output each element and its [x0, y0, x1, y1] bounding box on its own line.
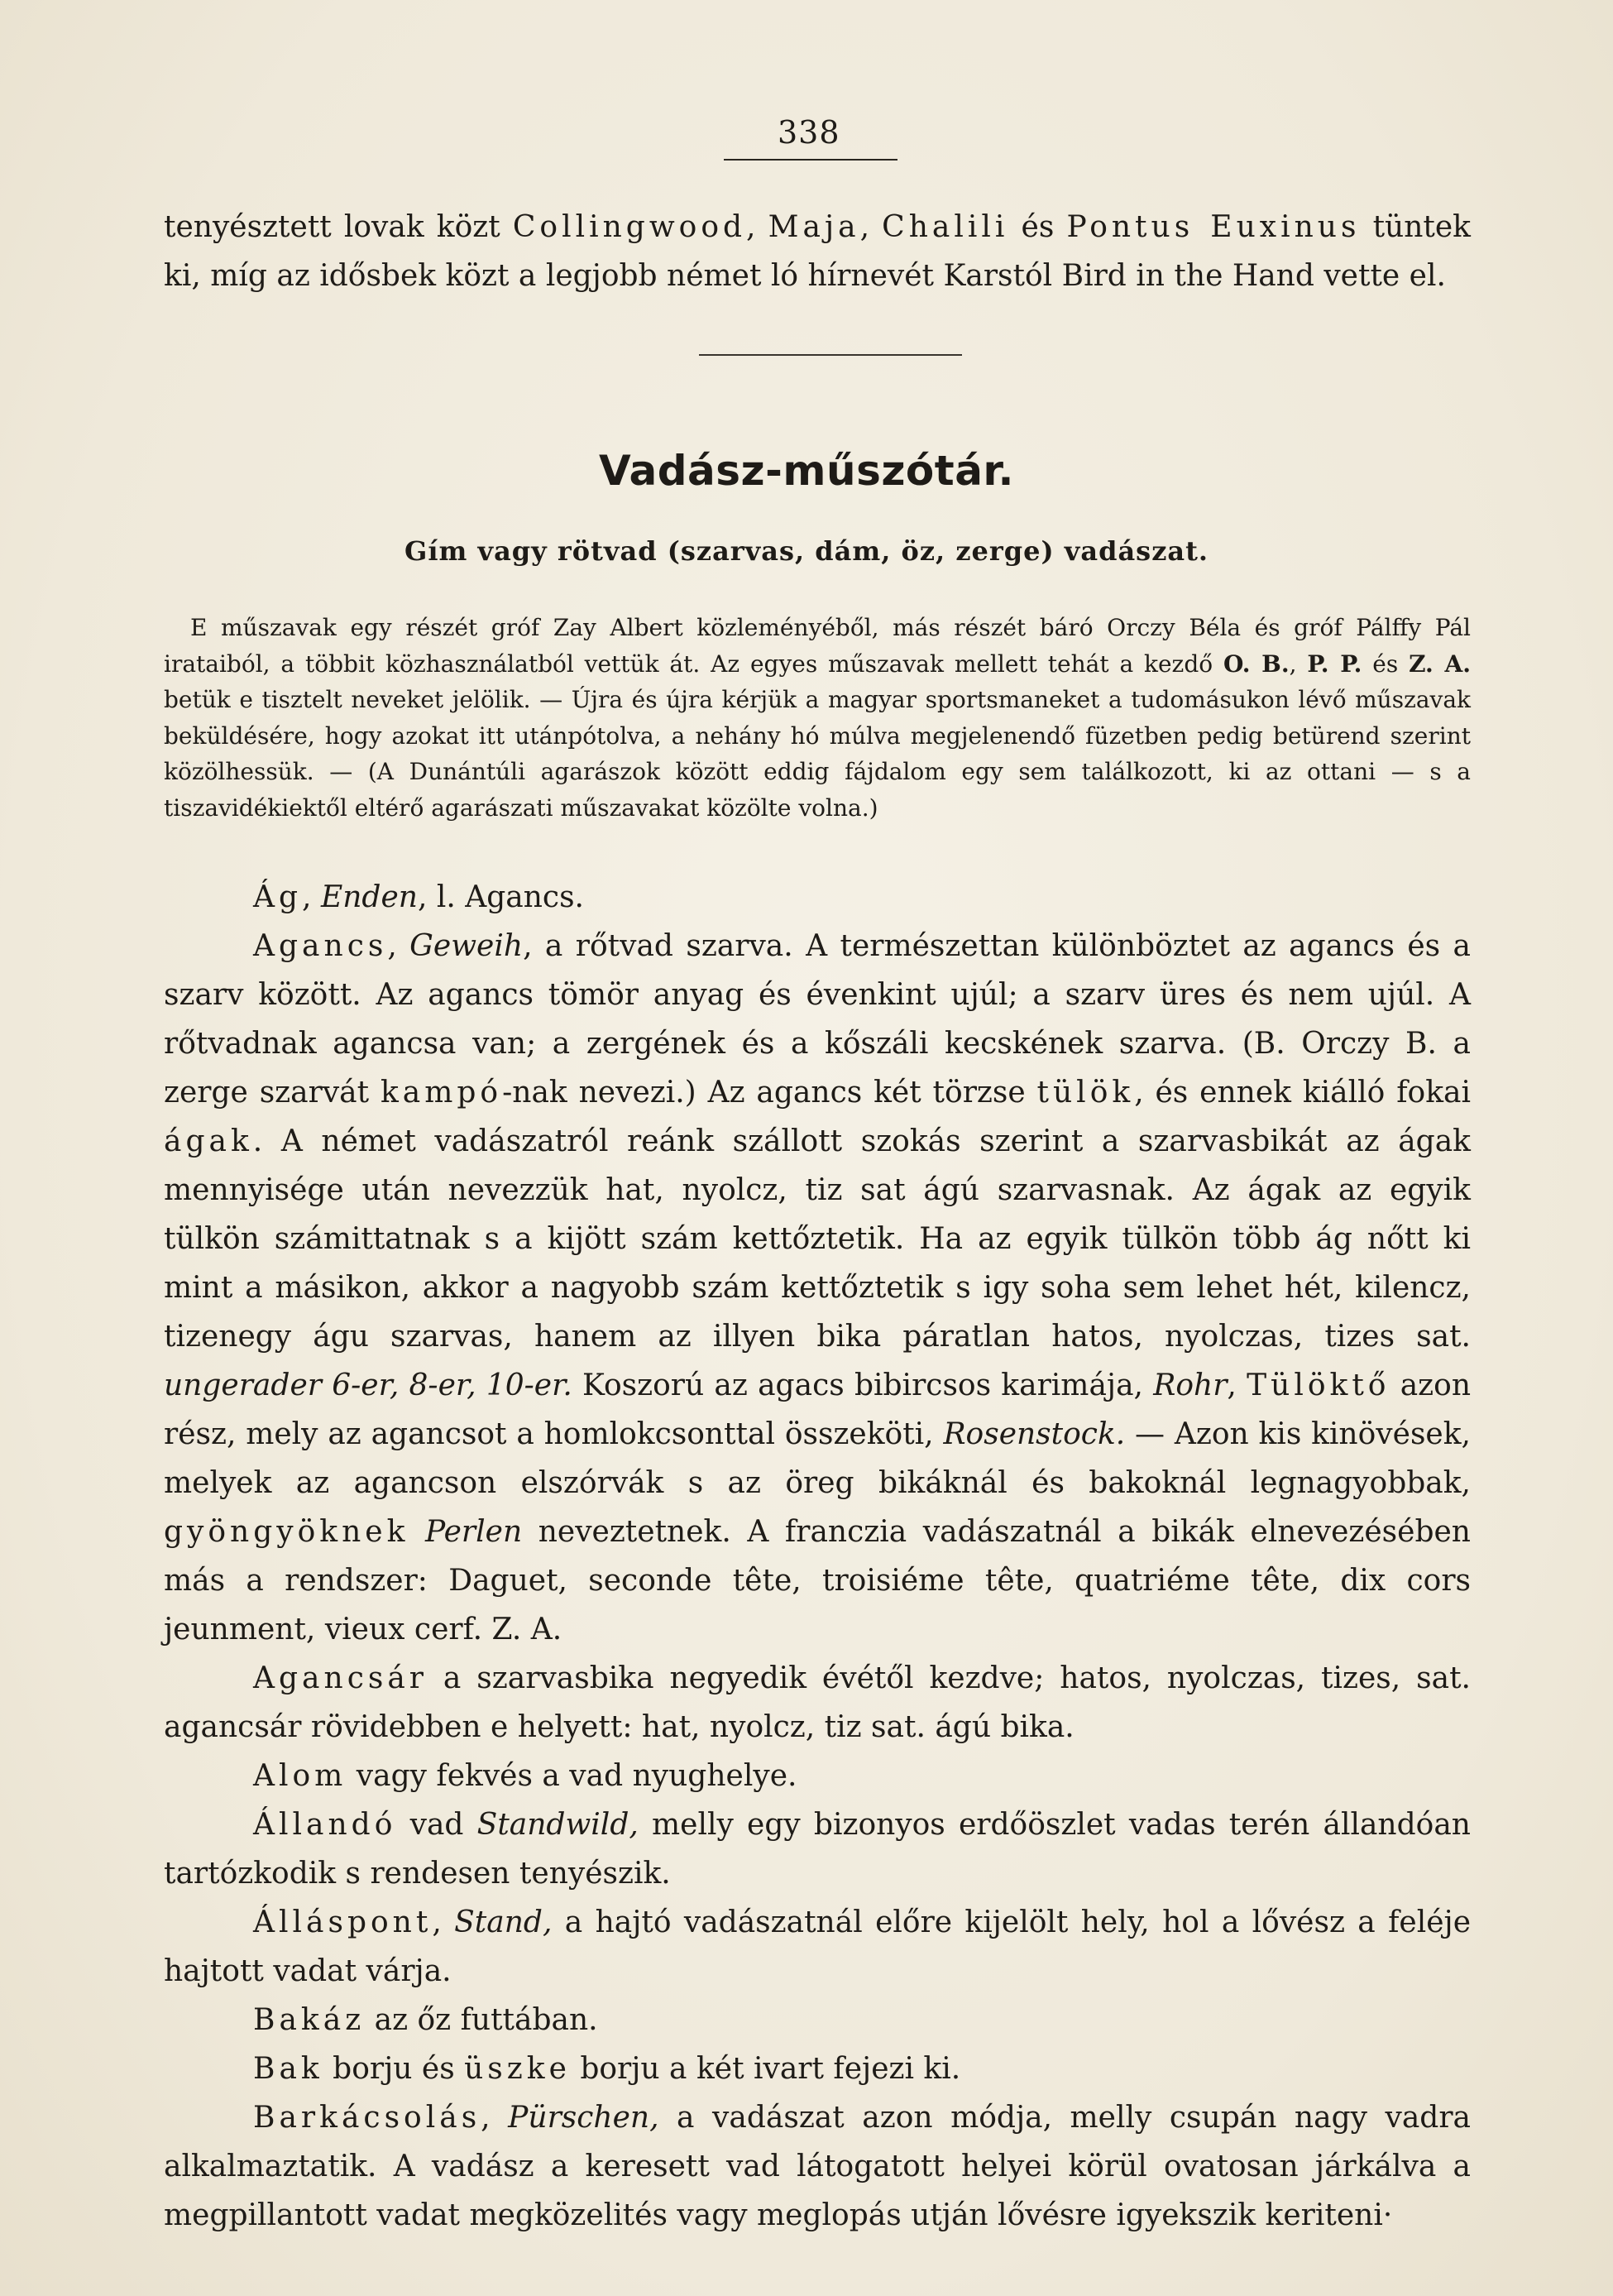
note-text: E műszavak egy részét gróf Zay Albert közleményéből, más részét báró Orczy Béla és gróf Pálffy Pál irataiból, a többit közhasználatból vettük át. Az egyes műszavak mellett tehát a kezdő [164, 614, 1471, 678]
entry-text: a hajtó vadászatnál előre kijelölt hely, hol a lővész a feléje hajtott vadat várja. [164, 1905, 1471, 1988]
horse-name: Maja [768, 210, 860, 244]
intro-text: , [859, 210, 883, 244]
editorial-note [164, 610, 1471, 826]
intro-text: tenyésztett lovak közt [164, 210, 513, 244]
section-subtitle: Gím vagy rötvad (szarvas, dám, öz, zerge) vadászat. [404, 535, 1209, 567]
section-separator [699, 354, 962, 356]
entry-text: , [302, 880, 321, 914]
spaced-term: gyöngyöknek [164, 1515, 409, 1549]
entry-bak-borju [164, 2044, 1471, 2093]
entry-term: Bakáz [253, 2003, 366, 2037]
horse-name: Collingwood [512, 210, 747, 244]
entry-text: . A német vadászatról reánk szállott szokás szerint a szarvasbikát az ágak mennyisége után nevezzük hat, nyolcz, tiz sat ágú szarvasnak. Az ágak az egyik tülkön számittatnak s a kijött szám kettőztetik. Ha az egyik tülkön több ág nőtt ki mint a másikon, akkor a nagyobb szám kettőztetik s igy soha sem lehet hét, kilencz, tizenegy águ szarvas, hanem az illyen bika páratlan hatos, nyolczas, tizes sat. [164, 1124, 1471, 1354]
entry-agancsar [164, 1654, 1471, 1752]
entry-text: neveztetnek. A franczia vadászatnál a bikák elnevezésében más a rendszer: Daguet, seconde tête, troisiéme tête, quatriéme tête, dix cors jeunment, vieux cerf. Z. A. [164, 1515, 1471, 1647]
intro-text: és [1008, 210, 1067, 244]
note-text: betük e tisztelt neveket jelölik. — Újra és újra kérjük a magyar sportsmaneket a tudomásukon lévő műszavak beküldésére, hogy azokat itt utánpótolva, a nehány hó múlva megjelenendő füzetben pedig betürend szerint közölhessük. — (A Dunántúli agarászok között eddig fájdalom egy sem találkozott, ki az ottani — s a tiszavidékiektől eltérő agarászati műszavakat közölte volna.) [164, 686, 1471, 822]
entry-alom [164, 1752, 1471, 1800]
entry-text: melly egy bizonyos erdőöszlet vadas terén állandóan tartózkodik s rendesen tenyészik. [164, 1808, 1471, 1891]
entry-term: Barkácsolás [253, 2101, 481, 2135]
horse-name: Chalili [882, 210, 1009, 244]
entry-text [409, 1515, 425, 1549]
entry-text: -nak nevezi.) Az agancs két törzse [502, 1076, 1037, 1110]
page-number-rule [724, 159, 897, 161]
intro-text: , [746, 210, 768, 244]
german-term: Rosenstock. [943, 1417, 1126, 1451]
horse-name: Pontus Euxinus [1066, 210, 1361, 244]
entry-barkacsolas [164, 2093, 1471, 2240]
entry-text: , [432, 1905, 455, 1939]
entry-text: , l. Agancs. [417, 880, 584, 914]
german-term: Stand, [454, 1905, 553, 1939]
entry-term: Agancsár [253, 1661, 428, 1695]
entry-text: , [481, 2101, 509, 2135]
entry-text: , a rőtvad szarva. A természettan különböztet az agancs és a szarv között. Az agancs tömör anyag és évenkint ujúl; a szarv üres és nem ujúl. A rőtvadnak agancsa van; a zergének és a kőszáli kecskének szarva. (B. Orczy B. a zerge szarvát [164, 929, 1471, 1110]
intro-text: tüntek ki, míg az idősbek közt a legjobb német ló hírnevét Karstól Bird in the Hand vette el. [164, 210, 1472, 293]
german-term: Rohr [1153, 1368, 1228, 1402]
entry-term: Bak [253, 2052, 323, 2086]
entry-term: Alom [253, 1759, 347, 1793]
entry-term: Állandó [253, 1808, 397, 1842]
initials: P. P. [1307, 649, 1362, 678]
entry-text: , [387, 929, 410, 963]
page-number: 338 [778, 114, 840, 151]
entry-bakaz [164, 1996, 1471, 2044]
spaced-term: ágak [164, 1124, 253, 1158]
entry-term: Ág [253, 880, 303, 914]
entry-text: borju és [323, 2052, 465, 2086]
german-term: Geweih [409, 929, 524, 963]
entry-text: vagy fekvés a vad nyughelye. [347, 1759, 797, 1793]
spaced-term: kampó [380, 1076, 503, 1110]
entry-text: a vadászat azon módja, melly csupán nagy vadra alkalmaztatik. A vadász a keresett vad látogatott helyei körül ovatosan járkálva a megpillantott vadat megközelités vagy meglopás utján lővésre igyekszik keriteni· [164, 2101, 1471, 2232]
entry-text: borju a két ivart fejezi ki. [570, 2052, 961, 2086]
german-term: ungerader 6-er, 8-er, 10-er. [164, 1368, 572, 1402]
section-title: Vadász-műszótár. [599, 447, 1014, 495]
intro-paragraph [164, 203, 1471, 300]
entry-allando [164, 1800, 1471, 1898]
initials: Z. A. [1409, 649, 1471, 678]
entry-text: az őz futtában. [365, 2003, 598, 2037]
glossary-entries [164, 873, 1471, 2240]
entry-text: Koszorú az agacs bibircsos karimája, [572, 1368, 1154, 1402]
spaced-term: Tülöktő [1247, 1368, 1390, 1402]
entry-agancs [164, 922, 1471, 1654]
entry-text: — Azon kis kinövések, melyek az agancson elszórvák s az öreg bikáknál és bakoknál legnagyobbak, [164, 1417, 1471, 1500]
entry-allaspont [164, 1898, 1471, 1996]
entry-text: a szarvasbika negyedik évétől kezdve; hatos, nyolczas, tizes, sat. agancsár rövidebben e helyett: hat, nyolcz, tiz sat. ágú bika. [164, 1661, 1471, 1744]
german-term: Pürschen, [508, 2101, 659, 2135]
note-text: és [1362, 649, 1410, 678]
german-term: Standwild, [476, 1808, 639, 1842]
entry-text: vad [396, 1808, 477, 1842]
entry-text: azon rész, mely az agancsot a homlokcsonttal összeköti, [164, 1368, 1472, 1451]
german-term: Perlen [425, 1515, 523, 1549]
entry-text: , [1227, 1368, 1247, 1402]
entry-text: , és ennek kiálló fokai [1134, 1076, 1471, 1110]
note-text: , [1289, 649, 1308, 678]
spaced-term: tülök [1036, 1076, 1135, 1110]
entry-term: Álláspont [253, 1905, 433, 1939]
entry-term: üszke [464, 2052, 571, 2086]
entry-term: Agancs [253, 929, 388, 963]
initials: O. B. [1223, 649, 1290, 678]
german-term: Enden [320, 880, 418, 914]
entry-ag [164, 873, 1471, 922]
